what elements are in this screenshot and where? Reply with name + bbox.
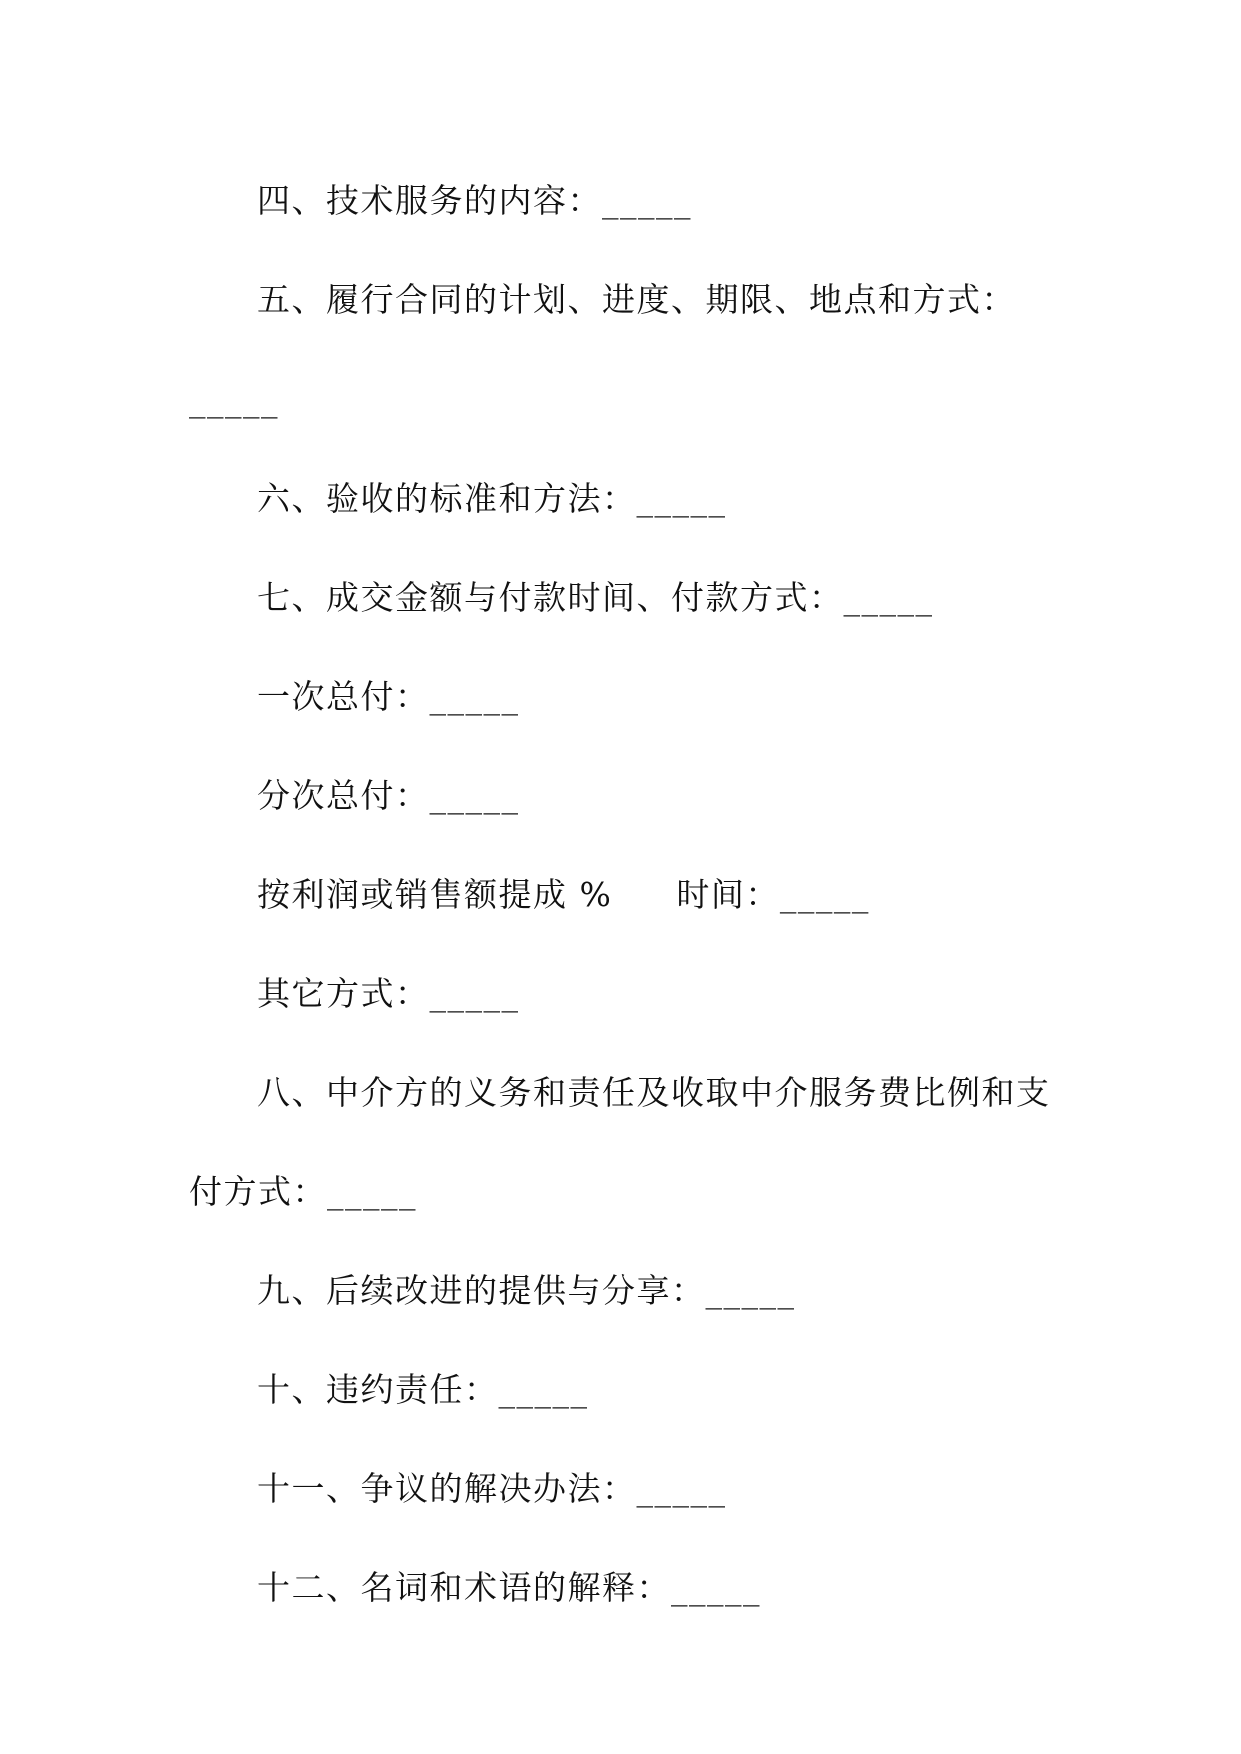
payment-other-methods: 其它方式：_____ [257, 974, 520, 1013]
clause-8-continuation: 付方式：_____ [189, 1172, 417, 1211]
clause-7-payment-terms: 七、成交金额与付款时间、付款方式：_____ [257, 578, 934, 617]
payment-commission-line [257, 875, 870, 915]
commission-label: 按利润或销售额提成 % [257, 875, 613, 914]
payment-lump-sum: 一次总付：_____ [257, 677, 520, 716]
clause-12-terms-definitions: 十二、名词和术语的解释：_____ [257, 1568, 761, 1607]
clause-9-follow-up-improvements: 九、后续改进的提供与分享：_____ [257, 1271, 796, 1310]
clause-10-liability: 十、违约责任：_____ [257, 1370, 589, 1409]
clause-8-intermediary-duties: 八、中介方的义务和责任及收取中介服务费比例和支 [257, 1073, 1051, 1112]
payment-installments: 分次总付：_____ [257, 776, 520, 815]
clause-6-acceptance-standard: 六、验收的标准和方法：_____ [257, 479, 727, 518]
commission-time-label: 时间：_____ [676, 875, 870, 914]
clause-4-service-content: 四、技术服务的内容：_____ [257, 181, 692, 220]
clause-5-performance-plan: 五、履行合同的计划、进度、期限、地点和方式： [257, 280, 1016, 319]
clause-11-dispute-resolution: 十一、争议的解决办法：_____ [257, 1469, 727, 1508]
clause-5-blank: _____ [189, 380, 279, 419]
